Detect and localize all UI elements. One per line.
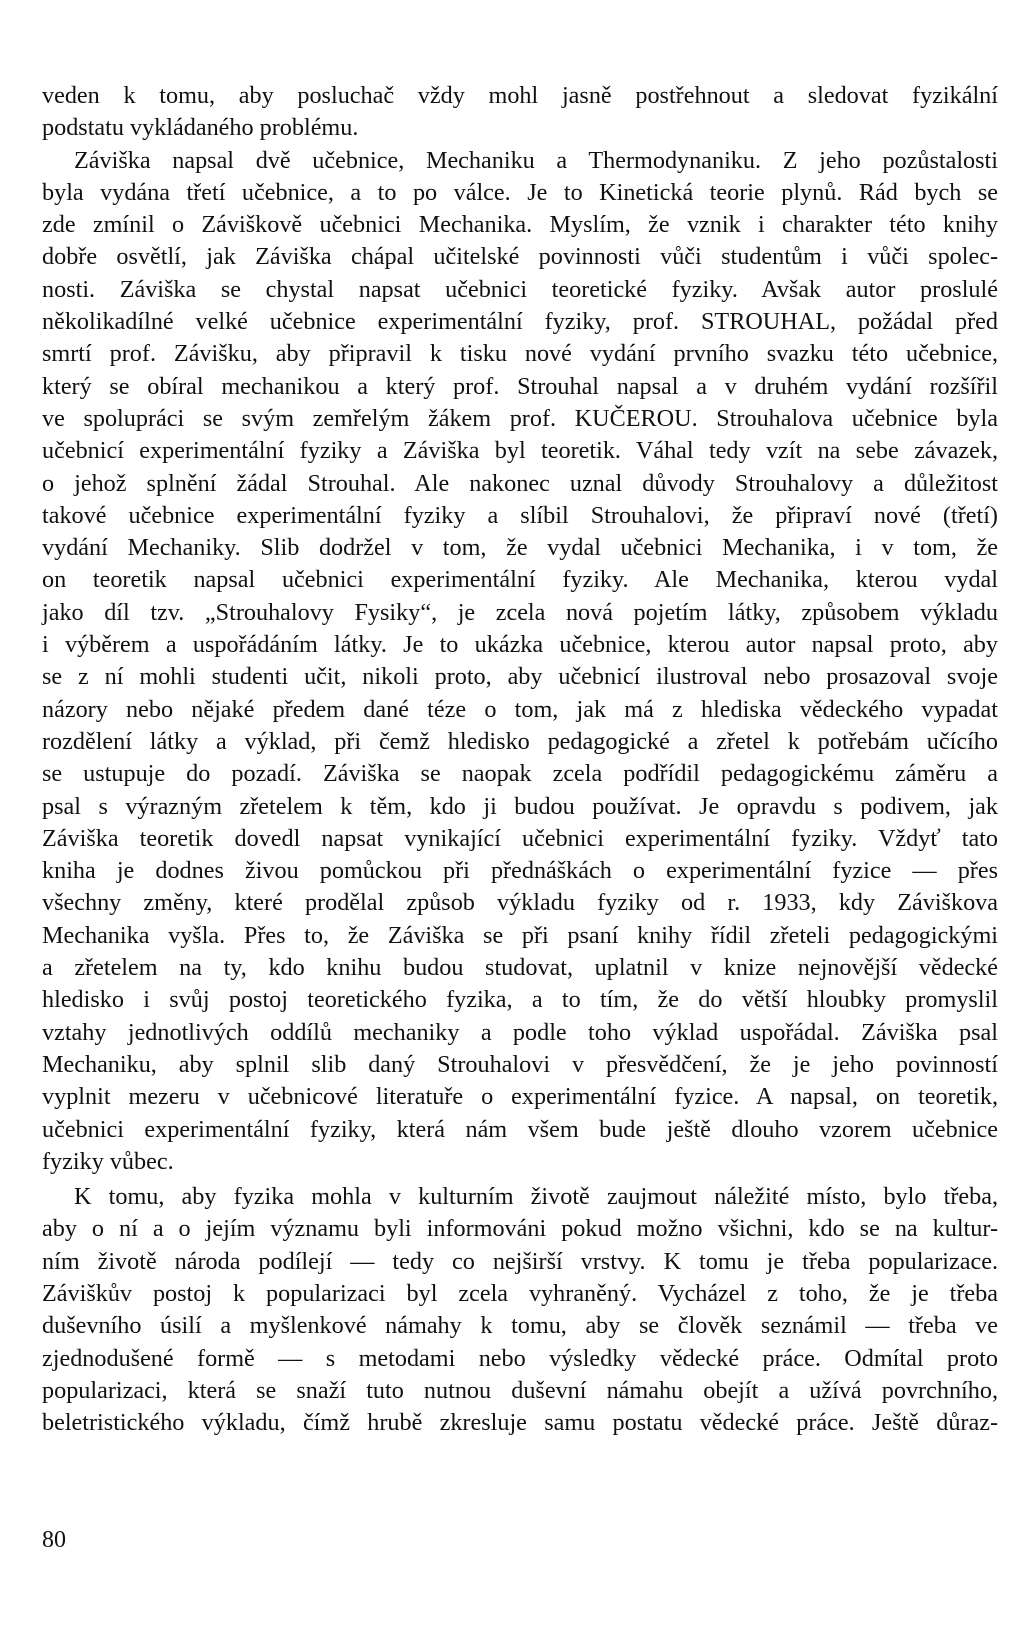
text-line: o jehož splnění žádal Strouhal. Ale nakonec uznal důvody Strouhalovy a důležitost: [42, 469, 998, 497]
text-line: psal s výrazným zřetelem k těm, kdo ji budou používat. Je opravdu s podivem, jak: [42, 792, 998, 820]
text-line: vydání Mechaniky. Slib dodržel v tom, že vydal učebnici Mechanika, i v tom, že: [42, 534, 998, 562]
text-line: který se obíral mechanikou a který prof. Strouhal napsal a v druhém vydání rozšířil: [42, 372, 998, 400]
text-line: nosti. Záviška se chystal napsat učebnici teoretické fyziky. Avšak autor proslulé: [42, 275, 998, 303]
text-line: smrtí prof. Závišku, aby připravil k tisku nové vydání prvního svazku této učebnice,: [42, 340, 998, 368]
text-line: ním životě národa podílejí — tedy co nejširší vrstvy. K tomu je třeba popularizace.: [42, 1247, 998, 1275]
text-line: Záviška teoretik dovedl napsat vynikající učebnici experimentální fyziky. Vždyť tato: [42, 824, 998, 852]
text-line: učebnici experimentální fyziky, která nám všem bude ještě dlouho vzorem učebnice: [42, 1115, 998, 1143]
text-line: on teoretik napsal učebnici experimentální fyziky. Ale Mechanika, kterou vydal: [42, 566, 998, 594]
text-line: duševního úsilí a myšlenkové námahy k tomu, aby se člověk seznámil — třeba ve: [42, 1312, 998, 1340]
page-body: [42, 80, 998, 1439]
text-line: několikadílné velké učebnice experimentální fyziky, prof. STROUHAL, požádal před: [42, 308, 998, 336]
text-line: popularizaci, která se snaží tuto nutnou duševní námahu obejít a užívá povrchního,: [42, 1376, 998, 1404]
text-line: Záviška napsal dvě učebnice, Mechaniku a Thermodynaniku. Z jeho pozůstalosti: [74, 146, 998, 174]
text-line: beletristického výkladu, čímž hrubě zkresluje samu postatu vědecké práce. Ještě důraz-: [42, 1409, 998, 1437]
text-line: hledisko i svůj postoj teoretického fyzika, a to tím, že do větší hloubky promyslil: [42, 986, 998, 1014]
text-line: aby o ní a o jejím významu byli informováni pokud možno všichni, kdo se na kultur-: [42, 1215, 998, 1243]
text-line: K tomu, aby fyzika mohla v kulturním životě zaujmout náležité místo, bylo třeba,: [74, 1183, 998, 1211]
text-line: kniha je dodnes živou pomůckou při přednáškách o experimentální fyzice — přes: [42, 857, 998, 885]
text-line: vyplnit mezeru v učebnicové literatuře o experimentální fyzice. A napsal, on teoretik,: [42, 1083, 998, 1111]
text-line: Mechanika vyšla. Přes to, že Záviška se při psaní knihy řídil zřeteli pedagogickými: [42, 921, 998, 949]
text-line: zde zmínil o Záviškově učebnici Mechanika. Myslím, že vznik i charakter této knihy: [42, 211, 998, 239]
text-line: fyziky vůbec.: [42, 1147, 174, 1175]
text-line: veden k tomu, aby posluchač vždy mohl jasně postřehnout a sledovat fyzikální: [42, 82, 998, 109]
page-number: 80: [42, 1527, 66, 1553]
text-line: i výběrem a uspořádáním látky. Je to ukázka učebnice, kterou autor napsal proto, aby: [42, 631, 998, 659]
text-line: takové učebnice experimentální fyziky a slíbil Strouhalovi, že připraví nové (třetí): [42, 501, 998, 529]
text-line: rozdělení látky a výklad, při čemž hledisko pedagogické a zřetel k potřebám učícího: [42, 727, 998, 755]
paragraph-2: [42, 1181, 998, 1439]
text-line: zjednodušené formě — s metodami nebo výsledky vědecké práce. Odmítal proto: [42, 1344, 998, 1372]
text-line: podstatu vykládaného problému.: [42, 114, 359, 142]
text-line: Mechaniku, aby splnil slib daný Strouhalovi v přesvědčení, že je jeho povinností: [42, 1050, 998, 1078]
text-line: se ustupuje do pozadí. Záviška se naopak zcela podřídil pedagogickému záměru a: [42, 760, 998, 788]
text-line: vztahy jednotlivých oddílů mechaniky a podle toho výklad uspořádal. Záviška psal: [42, 1018, 998, 1046]
text-line: jako díl tzv. „Strouhalovy Fysiky“, je zcela nová pojetím látky, způsobem výkladu: [42, 598, 998, 626]
text-line: a zřetelem na ty, kdo knihu budou studovat, uplatnil v knize nejnovější vědecké: [42, 954, 998, 982]
text-line: učebnicí experimentální fyziky a Záviška byl teoretik. Váhal tedy vzít na sebe závazek,: [42, 437, 998, 465]
text-line: ve spolupráci se svým zemřelým žákem prof. KUČEROU. Strouhalova učebnice byla: [42, 404, 998, 432]
text-line: Záviškův postoj k popularizaci byl zcela vyhraněný. Vycházel z toho, že je třeba: [42, 1279, 998, 1307]
paragraph-1: [42, 80, 998, 1178]
text-line: byla vydána třetí učebnice, a to po válce. Je to Kinetická teorie plynů. Rád bych se: [42, 178, 998, 206]
text-line: všechny změny, které prodělal způsob výkladu fyziky od r. 1933, kdy Záviškova: [42, 889, 998, 917]
text-line: se z ní mohli studenti učit, nikoli proto, aby učebnicí ilustroval nebo prosazoval svoje: [42, 663, 998, 691]
text-line: dobře osvětlí, jak Záviška chápal učitelské povinnosti vůči studentům i vůči spolec-: [42, 243, 998, 271]
text-line: názory nebo nějaké předem dané téze o tom, jak má z hlediska vědeckého vypadat: [42, 695, 998, 723]
